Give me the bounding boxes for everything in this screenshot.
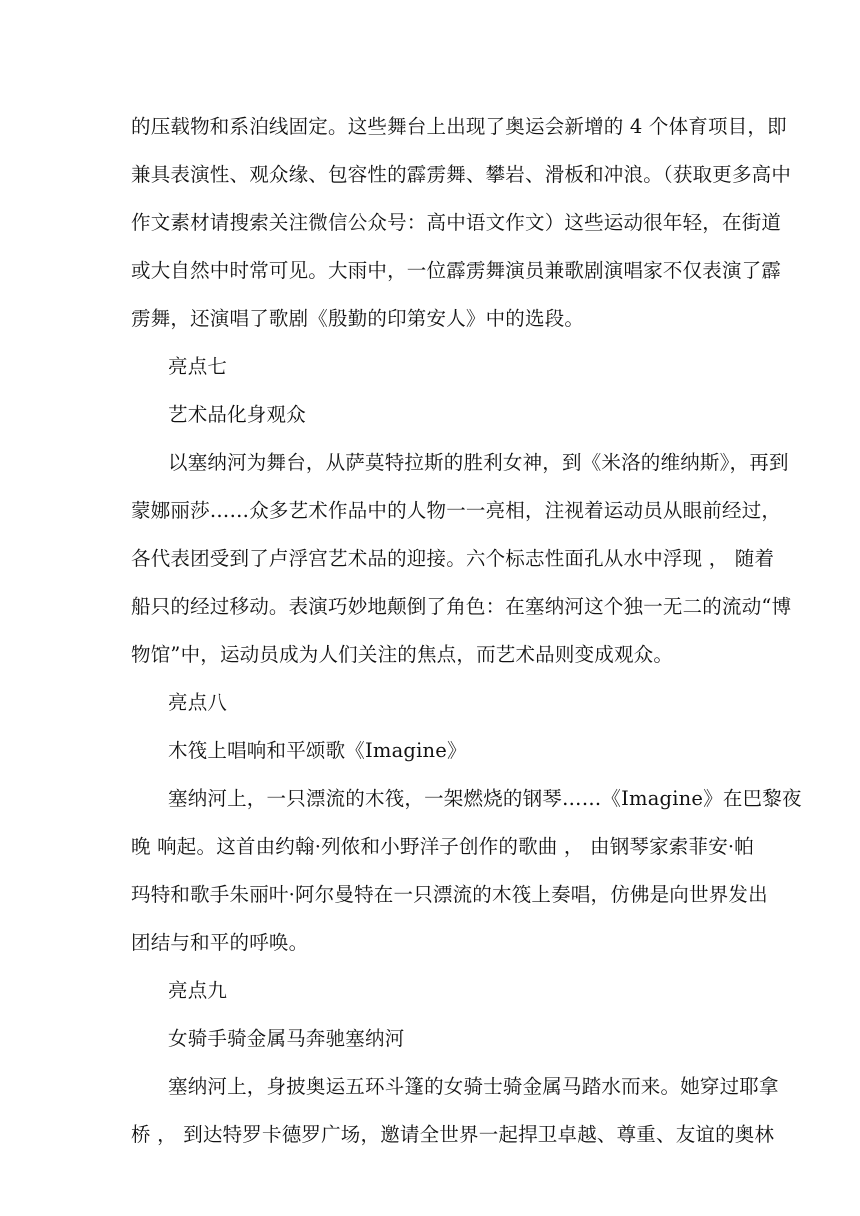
- paragraph-line: 晚 响起。这首由约翰·列侬和小野洋子创作的歌曲 ， 由钢琴家索菲安·帕: [131, 835, 754, 858]
- paragraph-line: 蒙娜丽莎……众多艺术作品中的人物一一亮相，注视着运动员从眼前经过，: [131, 499, 782, 522]
- paragraph-line: 各代表团受到了卢浮宫艺术品的迎接。六个标志性面孔从水中浮现 ， 随着: [131, 547, 775, 570]
- paragraph-line: 团结与和平的呼唤。: [131, 931, 309, 954]
- section-subtitle: 艺术品化身观众: [168, 403, 306, 426]
- section-subtitle: 木筏上唱响和平颂歌《Imagine》: [168, 739, 467, 762]
- paragraph-line: 的压载物和系泊线固定。这些舞台上出现了奥运会新增的 4 个体育项目，即: [131, 115, 787, 138]
- paragraph-line: 塞纳河上，身披奥运五环斗篷的女骑士骑金属马踏水而来。她穿过耶拿: [168, 1075, 779, 1098]
- section-heading: 亮点七: [168, 355, 228, 378]
- section-heading: 亮点八: [168, 691, 228, 714]
- paragraph-line: 兼具表演性、观众缘、包容性的霹雳舞、攀岩、滑板和冲浪。（获取更多高中: [131, 163, 792, 186]
- paragraph-line: 或大自然中时常可见。大雨中，一位霹雳舞演员兼歌剧演唱家不仅表演了霹: [131, 259, 782, 282]
- paragraph-line: 物馆”中，运动员成为人们关注的焦点，而艺术品则变成观众。: [131, 643, 674, 666]
- paragraph-line: 塞纳河上，一只漂流的木筏，一架燃烧的钢琴……《Imagine》在巴黎夜: [168, 787, 802, 810]
- section-heading: 亮点九: [168, 979, 228, 1002]
- paragraph-line: 雳舞，还演唱了歌剧《殷勤的印第安人》中的选段。: [131, 307, 585, 330]
- paragraph-line: 以塞纳河为舞台，从萨莫特拉斯的胜利女神，到《米洛的维纳斯》，再到: [168, 451, 789, 474]
- paragraph-line: 桥 ， 到达特罗卡德罗广场，邀请全世界一起捍卫卓越、尊重、友谊的奥林: [131, 1123, 775, 1146]
- section-subtitle: 女骑手骑金属马奔驰塞纳河: [168, 1027, 405, 1050]
- paragraph-line: 船只的经过移动。表演巧妙地颠倒了角色：在塞纳河这个独一无二的流动“博: [131, 595, 792, 618]
- paragraph-line: 作文素材请搜索关注微信公众号：高中语文作文）这些运动很年轻，在街道: [131, 211, 782, 234]
- paragraph-line: 玛特和歌手朱丽叶·阿尔曼特在一只漂流的木筏上奏唱，仿佛是向世界发出: [131, 883, 768, 906]
